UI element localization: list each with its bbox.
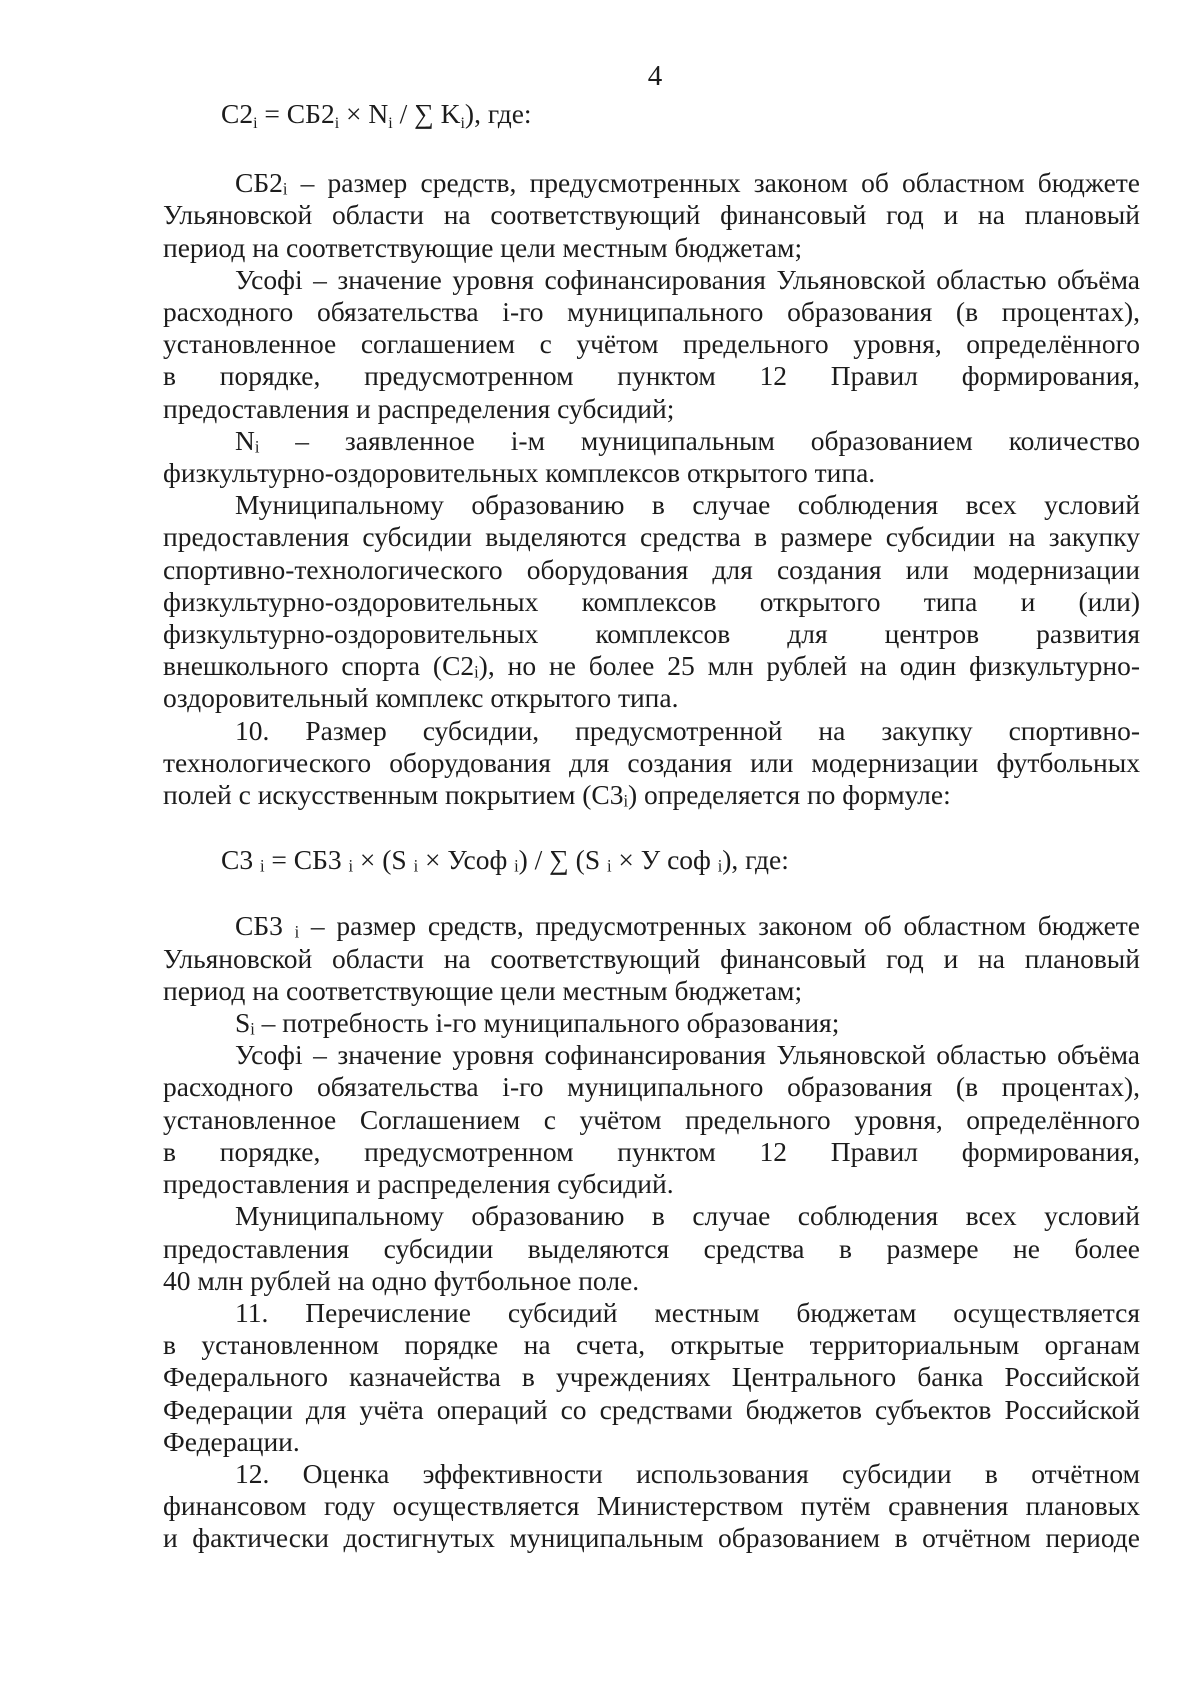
paragraph-usof-1	[163, 264, 1140, 425]
text-line: Усофі – значение уровня софинансирования Ульяновской областью объёма	[235, 263, 1140, 295]
text-line: 11. Перечисление субсидий местным бюджетам осуществляется	[235, 1296, 1140, 1328]
text-line: период на соответствующие цели местным бюджетам;	[163, 231, 803, 263]
text-line: Sᵢ – потребность і-го муниципального образования;	[235, 1007, 840, 1039]
formula-c3: С3 ᵢ = СБ3 ᵢ × (S ᵢ × Усоф ᵢ) / ∑ (S ᵢ × У соф ᵢ), где:	[221, 844, 789, 876]
paragraph-municipal-40mln	[163, 1200, 1140, 1297]
text-line: 40 млн рублей на одно футбольное поле.	[163, 1264, 640, 1296]
text-line: предоставления и распределения субсидий;	[163, 392, 675, 424]
text-line: СБ2ᵢ – размер средств, предусмотренных законом об областном бюджете	[235, 167, 1140, 199]
text-line: предоставления и распределения субсидий.	[163, 1168, 674, 1200]
text-line: полей с искусственным покрытием (С3ᵢ) определяется по формуле:	[163, 779, 951, 811]
text-line: установленное Соглашением с учётом предельного уровня, определённого	[163, 1103, 1140, 1135]
text-line: Федерации.	[163, 1425, 300, 1457]
text-line: оздоровительный комплекс открытого типа.	[163, 682, 679, 714]
text-line: Муниципальному образованию в случае соблюдения всех условий	[235, 1200, 1140, 1232]
text-line: предоставления субсидии выделяются средства в размере не более	[163, 1232, 1140, 1264]
text-line: Усофі – значение уровня софинансирования Ульяновской областью объёма	[235, 1039, 1140, 1071]
text-line: Федерального казначейства в учреждениях Центрального банка Российской	[163, 1361, 1140, 1393]
text-line: расходного обязательства і-го муниципального образования (в процентах),	[163, 1071, 1140, 1103]
paragraph-sb3	[163, 910, 1140, 1007]
text-line: в порядке, предусмотренном пунктом 12 Правил формирования,	[163, 1135, 1140, 1167]
paragraph-usof-2	[163, 1039, 1140, 1200]
text-line: финансовом году осуществляется Министерством путём сравнения плановых	[163, 1490, 1140, 1522]
text-line: Nᵢ – заявленное і-м муниципальным образованием количество	[235, 424, 1140, 456]
paragraph-item-12	[163, 1458, 1140, 1555]
paragraph-item-11	[163, 1297, 1140, 1458]
paragraph-municipal-25mln	[163, 489, 1140, 714]
text-line: Федерации для учёта операций со средствами бюджетов субъектов Российской	[163, 1393, 1140, 1425]
paragraph-item-10	[163, 715, 1140, 812]
text-line: предоставления субсидии выделяются средства в размере субсидии на закупку	[163, 521, 1140, 553]
text-line: физкультурно-оздоровительных комплексов для центров развития	[163, 618, 1140, 650]
text-line: Ульяновской области на соответствующий финансовый год и на плановый	[163, 942, 1140, 974]
text-line: расходного обязательства і-го муниципального образования (в процентах),	[163, 296, 1140, 328]
text-line: физкультурно-оздоровительных комплексов открытого типа.	[163, 457, 876, 489]
page-number: 4	[647, 60, 663, 92]
paragraph-sb2	[163, 167, 1140, 264]
document-body	[163, 98, 1140, 1555]
formula-c2: $С2_i = СБ2_i \times N_i$ / ∑ $K_i$), где:	[221, 98, 532, 132]
text-line: период на соответствующие цели местным бюджетам;	[163, 974, 803, 1006]
text-line: СБ3 ᵢ – размер средств, предусмотренных законом об областном бюджете	[235, 910, 1140, 942]
text-line: установленное соглашением с учётом предельного уровня, определённого	[163, 328, 1140, 360]
text-line: 10. Размер субсидии, предусмотренной на закупку спортивно-	[235, 714, 1140, 746]
text-line: технологического оборудования для создания или модернизации футбольных	[163, 746, 1140, 778]
text-line: физкультурно-оздоровительных комплексов открытого типа и (или)	[163, 585, 1140, 617]
text-line: Ульяновской области на соответствующий финансовый год и на плановый	[163, 199, 1140, 231]
text-line: Муниципальному образованию в случае соблюдения всех условий	[235, 489, 1140, 521]
text-line: в установленном порядке на счета, открытые территориальным органам	[163, 1329, 1140, 1361]
text-line: 12. Оценка эффективности использования субсидии в отчётном	[235, 1457, 1140, 1489]
paragraph-ni	[163, 425, 1140, 489]
paragraph-si	[163, 1007, 1140, 1039]
text-line: спортивно-технологического оборудования для создания или модернизации	[163, 553, 1140, 585]
text-line: и фактически достигнутых муниципальным образованием в отчётном периоде	[163, 1522, 1140, 1554]
text-line: внешкольного спорта (С2ᵢ), но не более 25 млн рублей на один физкультурно-	[163, 650, 1140, 682]
text-line: в порядке, предусмотренном пунктом 12 Правил формирования,	[163, 360, 1140, 392]
